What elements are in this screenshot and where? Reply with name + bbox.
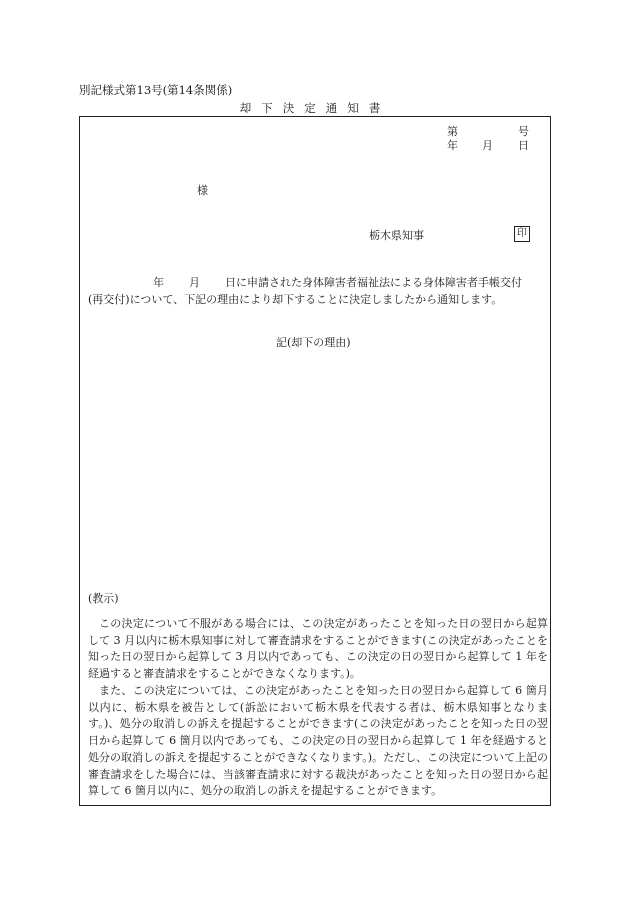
number-suffix: 号: [518, 125, 529, 138]
notice-heading: (教示): [88, 592, 119, 605]
document-title: 却下決定通知書: [239, 101, 391, 115]
body-line-2: (再交付)について、下記の理由により却下することに決定しましたから通知します。: [88, 293, 503, 306]
date-month: 月: [482, 139, 493, 152]
document-frame: [79, 116, 551, 806]
form-label: 別記様式第13号(第14条関係): [79, 83, 233, 97]
reason-heading: 記(却下の理由): [276, 336, 351, 349]
number-prefix: 第: [447, 125, 458, 138]
date-day: 日: [518, 139, 529, 152]
addressee-suffix: 様: [197, 184, 208, 197]
issuer: 栃木県知事: [369, 229, 424, 242]
notice-paragraph-2: また、この決定については、この決定があったことを知った日の翌日から起算して 6 箇月以内に、栃木県を被告として(訴訟において栃木県を代表する者は、栃木県知事となります。)、処分の取消しの訴えを提起することができます(この決定があったことを知った日の翌日から起算して 6 箇月以内であっても、この決定の日の翌日から起算して 1 年を経過すると処分の取消しの訴えを提起することができなくなります。)。ただし、この決定について上記の審査請求をした場合には、当該審査請求に対する裁決があったことを知った日の翌日から起算して 6 箇月以内に、処分の取消しの訴えを提起することができます。: [88, 684, 548, 798]
notice-paragraph-1: この決定について不服がある場合には、この決定があったことを知った日の翌日から起算して 3 月以内に栃木県知事に対して審査請求をすることができます(この決定があったことを知った日の翌日から起算して 3 月以内であっても、この決定の日の翌日から起算して 1 年を経過すると審査請求をすることができなくなります。)。: [88, 617, 548, 681]
body-month: 月: [189, 276, 200, 289]
body-line-1: 日に申請された身体障害者福祉法による身体障害者手帳交付: [225, 276, 522, 289]
date-year: 年: [447, 139, 458, 152]
seal-mark: 印: [514, 226, 530, 242]
body-year: 年: [153, 276, 164, 289]
